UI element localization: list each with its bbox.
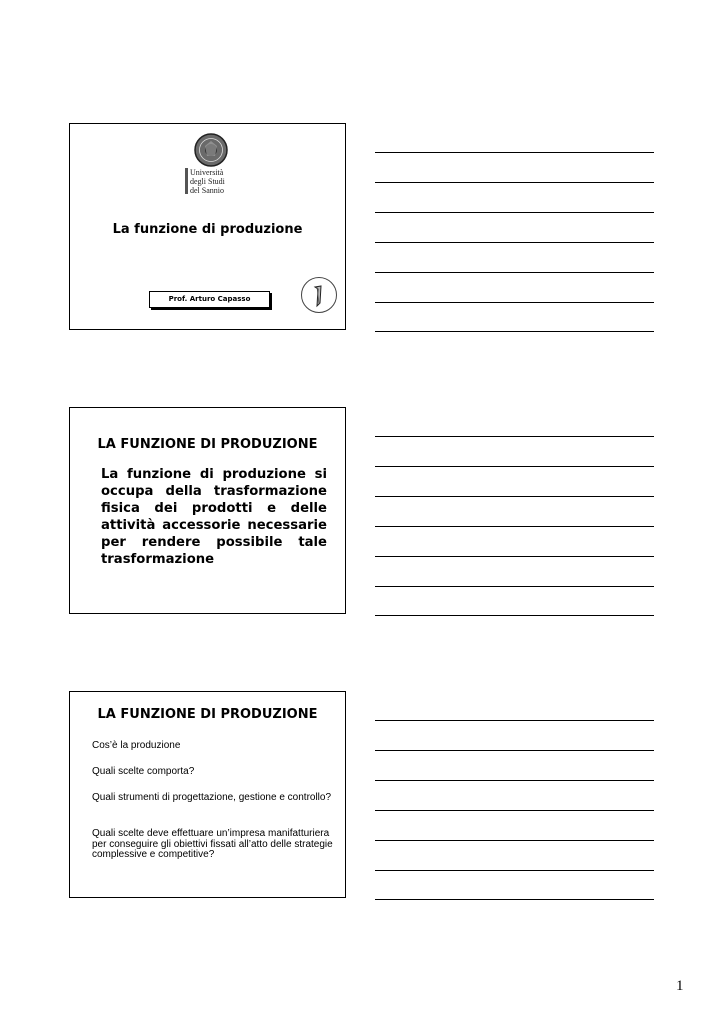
note-line <box>375 212 654 213</box>
svg-text:del Sannio: del Sannio <box>190 186 224 195</box>
university-logo <box>184 132 238 200</box>
note-line <box>375 302 654 303</box>
slide-2 <box>69 407 346 614</box>
note-line <box>375 720 654 721</box>
note-line <box>375 496 654 497</box>
note-line <box>375 466 654 467</box>
slide-1 <box>69 123 346 330</box>
note-line <box>375 436 654 437</box>
note-line <box>375 152 654 153</box>
note-line <box>375 556 654 557</box>
note-line <box>375 750 654 751</box>
note-line <box>375 810 654 811</box>
list-item: Quali scelte deve effettuare un’impresa manifatturiera per conseguire gli obiettivi fissati all’atto delle strategie complessive e competitive? <box>92 828 333 860</box>
note-line <box>375 331 654 332</box>
note-line <box>375 182 654 183</box>
note-line <box>375 272 654 273</box>
note-line <box>375 242 654 243</box>
slide-body: La funzione di produzione si occupa della trasformazione fisica dei prodotti e delle attività accessorie necessarie per rendere possibile tale trasformazione <box>101 467 327 567</box>
author-label: Prof. Arturo Capasso <box>149 291 270 308</box>
svg-text:degli Studi: degli Studi <box>190 177 225 186</box>
slide-heading: LA FUNZIONE DI PRODUZIONE <box>97 437 318 452</box>
slide-3 <box>69 691 346 898</box>
page-number: 1 <box>676 978 684 994</box>
note-line <box>375 586 654 587</box>
slide-title: La funzione di produzione <box>112 222 303 237</box>
note-line <box>375 615 654 616</box>
list-item: Quali scelte comporta? <box>92 766 195 777</box>
list-item: Cos’è la produzione <box>92 740 181 751</box>
note-line <box>375 526 654 527</box>
note-line <box>375 840 654 841</box>
slide-heading: LA FUNZIONE DI PRODUZIONE <box>97 707 318 722</box>
note-line <box>375 780 654 781</box>
numeral-badge-icon <box>300 276 338 314</box>
svg-text:Università: Università <box>190 168 224 177</box>
note-line <box>375 899 654 900</box>
list-item: Quali strumenti di progettazione, gestione e controllo? <box>92 792 332 803</box>
note-line <box>375 870 654 871</box>
